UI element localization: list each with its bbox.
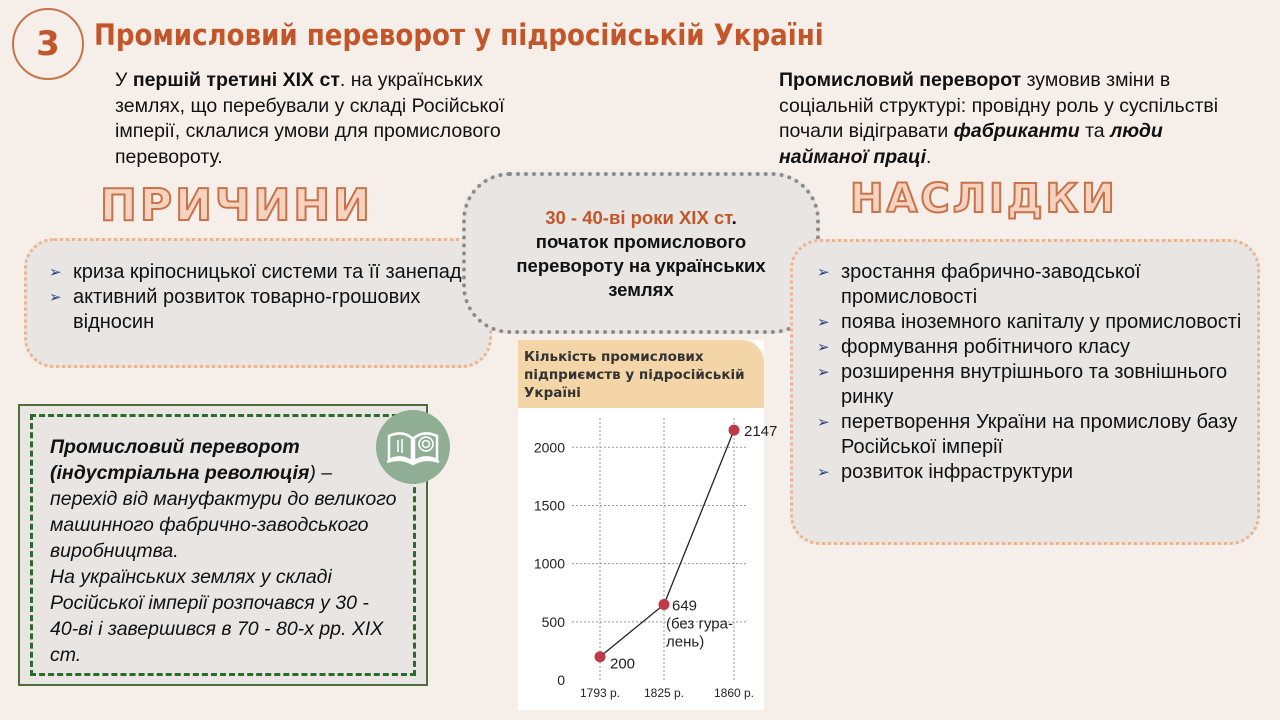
list-item xyxy=(813,310,1253,335)
section-number: 3 xyxy=(36,24,60,64)
list-item-text: криза кріпосницької системи та її занепад xyxy=(73,261,462,283)
effects-list xyxy=(813,260,1253,485)
arrow-bullet-icon: ➢ xyxy=(49,289,62,306)
intro-right-text xyxy=(779,68,1249,170)
intro-right-bold-italic: люди найманої праці xyxy=(779,120,1163,168)
chart-plot xyxy=(518,408,778,710)
causes-heading: ПРИЧИНИ xyxy=(100,180,373,231)
section-number-badge xyxy=(12,8,84,80)
x-tick-label: 1825 р. xyxy=(643,686,685,700)
y-tick-label: 2000 xyxy=(533,439,565,456)
intro-left-part: У xyxy=(115,69,133,91)
effects-box xyxy=(790,239,1260,545)
intro-right-bold-italic: фабриканти xyxy=(953,120,1080,142)
data-point xyxy=(729,425,740,436)
definition-period: На українських землях у складі Російської імперії розпочався у 30 - 40-ві і завершився в 70 - 80-х рр. XIX ст. xyxy=(50,566,384,666)
list-item xyxy=(813,260,1253,310)
list-item-text: розвиток інфраструктури xyxy=(841,461,1074,483)
arrow-bullet-icon: ➢ xyxy=(817,464,830,481)
arrow-bullet-icon: ➢ xyxy=(817,339,830,356)
intro-right-part: . xyxy=(926,145,932,168)
list-item-text: зростання фабрично-заводської промисловості xyxy=(841,261,1141,308)
intro-left-bold: першій третині XIX ст xyxy=(132,69,340,91)
list-item xyxy=(813,460,1253,485)
y-tick-label: 1500 xyxy=(533,497,565,514)
effects-heading: НАСЛІДКИ xyxy=(850,176,1118,222)
causes-box xyxy=(24,238,492,368)
y-tick-label: 0 xyxy=(557,672,565,688)
period-dot: . xyxy=(731,207,737,228)
arrow-bullet-icon: ➢ xyxy=(49,264,62,281)
intro-left-part: . на українських землях, що перебували у складі Російської імперії, склалися умови для промислового перевороту. xyxy=(115,69,505,168)
center-period-box xyxy=(462,172,820,334)
data-point xyxy=(595,651,606,662)
list-item-text: перетворення України на промислову базу Російської імперії xyxy=(841,411,1238,458)
list-item-text: розширення внутрішнього та зовнішнього ринку xyxy=(841,361,1228,408)
period-dates: 30 - 40-ві роки XIX ст xyxy=(545,207,732,228)
list-item xyxy=(45,285,485,335)
data-annotation: лень) xyxy=(666,633,705,651)
intro-left-text xyxy=(115,68,535,170)
definition-term: Промисловий переворот xyxy=(50,436,300,458)
list-item xyxy=(45,260,485,285)
center-text xyxy=(486,206,796,302)
definition-term-alt: (індустріальна революція xyxy=(50,462,310,484)
arrow-bullet-icon: ➢ xyxy=(817,314,830,331)
arrow-bullet-icon: ➢ xyxy=(817,364,830,381)
intro-right-part: зумовив зміни в соціальній структурі: провідну роль у суспільстві почали відігравати xyxy=(779,69,1219,142)
book-fingerprint-icon xyxy=(376,410,450,484)
definition-text xyxy=(50,434,400,668)
data-annotation: (без гура- xyxy=(666,615,733,633)
data-label: 2147 xyxy=(744,423,778,441)
period-description: початок промислового перевороту на українських землях xyxy=(516,231,766,300)
y-tick-label: 500 xyxy=(541,613,565,630)
list-item-text: поява іноземного капіталу у промисловості xyxy=(841,311,1242,333)
chart-title: Кількість промислових підприємств у підросійській Україні xyxy=(518,340,764,408)
causes-list xyxy=(45,260,485,335)
list-item-text: формування робітничого класу xyxy=(841,336,1131,358)
list-item xyxy=(813,360,1253,410)
enterprise-count-chart xyxy=(518,340,778,710)
list-item xyxy=(813,335,1253,360)
list-item-text: активний розвиток товарно-грошових відносин xyxy=(73,286,421,333)
data-label: 649 xyxy=(672,597,698,615)
arrow-bullet-icon: ➢ xyxy=(817,264,830,281)
list-item xyxy=(813,410,1253,460)
page-title: Промисловий переворот у підросійській Україні xyxy=(94,18,824,52)
arrow-bullet-icon: ➢ xyxy=(817,414,830,431)
y-tick-label: 1000 xyxy=(533,555,565,572)
data-point xyxy=(659,599,670,610)
definition-box xyxy=(18,404,428,686)
intro-right-bold: Промисловий переворот xyxy=(779,69,1022,91)
data-label: 200 xyxy=(610,655,636,673)
x-tick-label: 1860 р. xyxy=(713,686,755,700)
intro-right-part: та xyxy=(1079,120,1111,142)
definition-body: ) – перехід від мануфактури до великого машинного фабрично-заводського виробництва. xyxy=(50,462,397,562)
x-tick-label: 1793 р. xyxy=(579,686,621,700)
